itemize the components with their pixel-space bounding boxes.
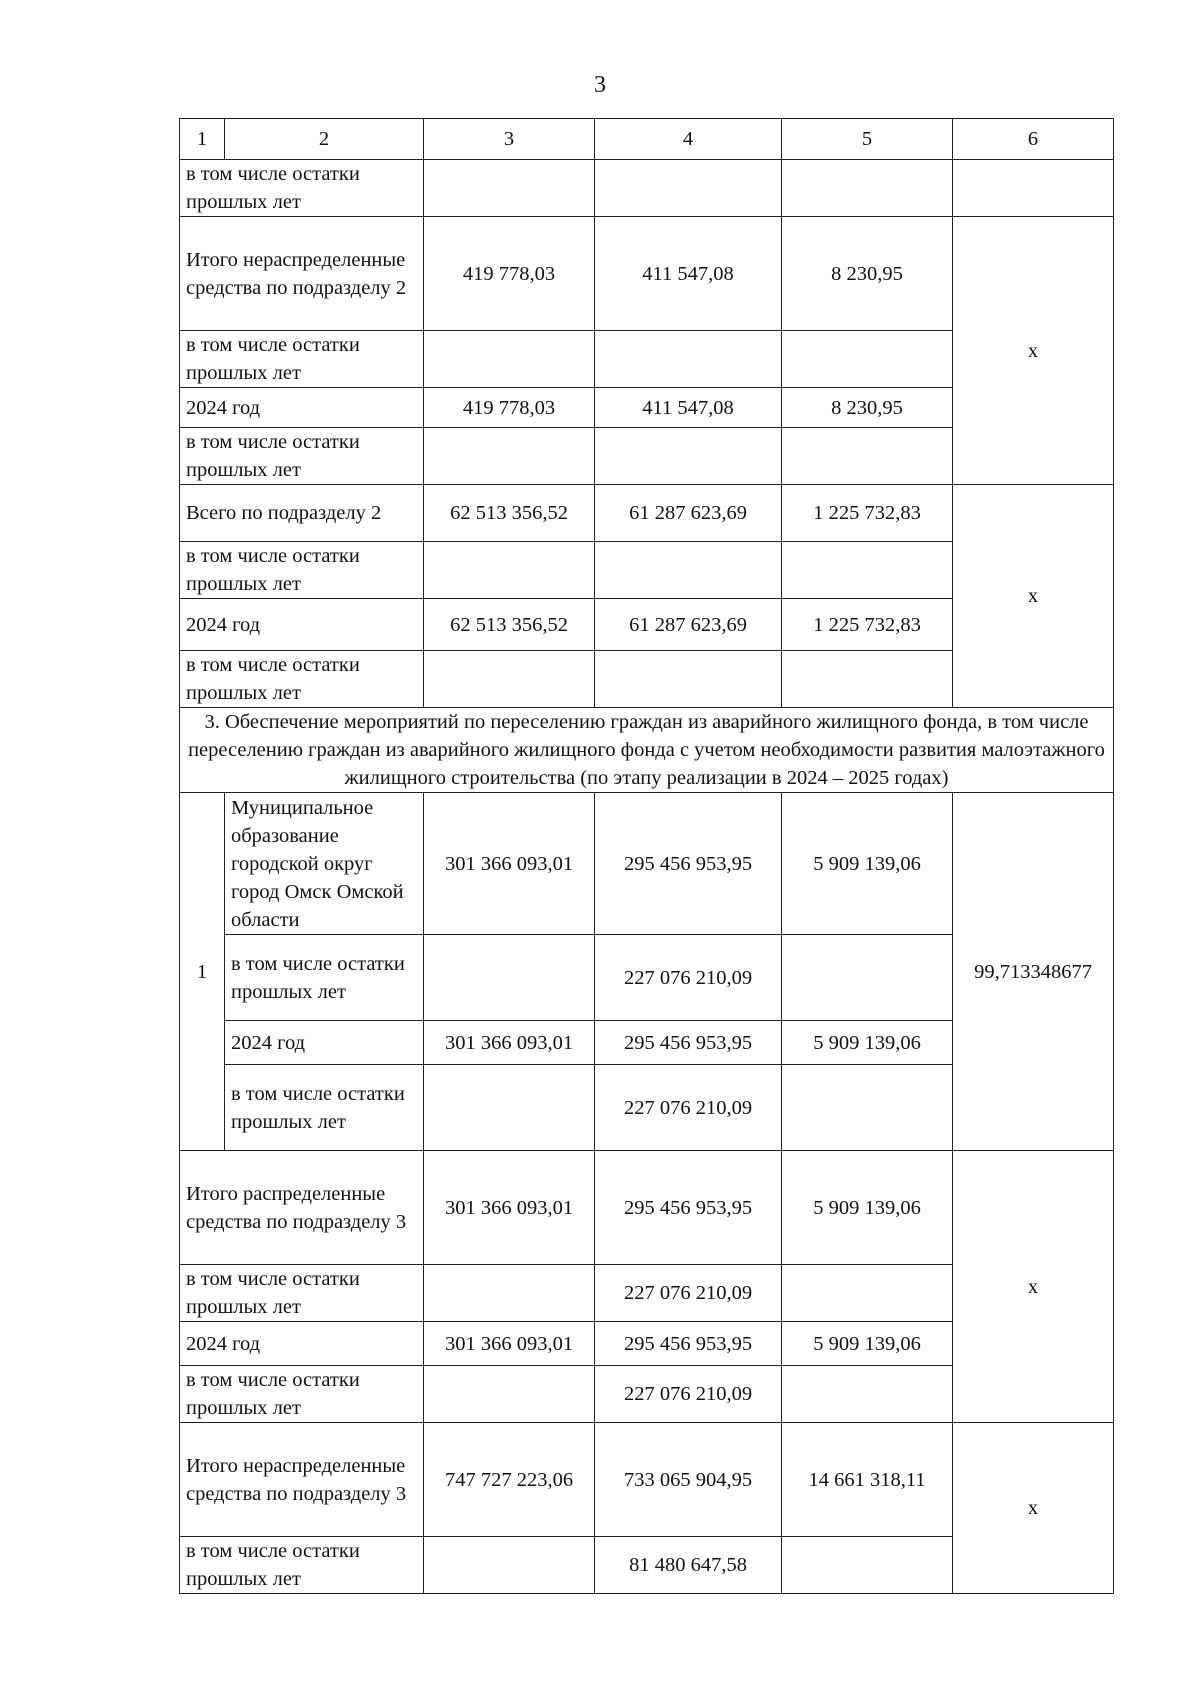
cell-total: [424, 331, 595, 388]
row-label: в том числе остатки прошлых лет: [180, 1537, 424, 1594]
table-row: [180, 217, 1114, 331]
cell-fund: 295 456 953,95: [595, 1151, 782, 1265]
cell-fund: 61 287 623,69: [595, 485, 782, 542]
col-header: 4: [595, 119, 782, 160]
row-label: в том числе остатки прошлых лет: [180, 651, 424, 708]
col-header: 5: [782, 119, 953, 160]
cell-x-mark: x: [953, 1151, 1114, 1423]
cell-fund: 81 480 647,58: [595, 1537, 782, 1594]
cell-total: 301 366 093,01: [424, 1151, 595, 1265]
row-label: Итого распределенные средства по подразделу 3: [180, 1151, 424, 1265]
header-row: [180, 119, 1114, 160]
cell-budget: [782, 542, 953, 599]
cell-total: [424, 935, 595, 1021]
cell-fund: 227 076 210,09: [595, 935, 782, 1021]
cell-budget: 5 909 139,06: [782, 793, 953, 935]
cell-total: [424, 1537, 595, 1594]
row-label: в том числе остатки прошлых лет: [180, 160, 424, 217]
cell-budget: [782, 1265, 953, 1322]
cell-fund: 295 456 953,95: [595, 793, 782, 935]
cell-budget: 8 230,95: [782, 388, 953, 428]
cell-fund: 61 287 623,69: [595, 599, 782, 651]
cell-budget: 5 909 139,06: [782, 1151, 953, 1265]
row-label: 2024 год: [225, 1021, 424, 1065]
cell-pct: 99,713348677: [953, 793, 1114, 1151]
row-label: 2024 год: [180, 599, 424, 651]
cell-x-mark: x: [953, 217, 1114, 485]
table-row: [180, 1423, 1114, 1537]
cell-total: [424, 651, 595, 708]
cell-fund: 295 456 953,95: [595, 1021, 782, 1065]
table-row: [180, 1151, 1114, 1265]
cell-total: 419 778,03: [424, 388, 595, 428]
cell-budget: [782, 1366, 953, 1423]
cell-total: 62 513 356,52: [424, 599, 595, 651]
cell-fund: 411 547,08: [595, 388, 782, 428]
cell-budget: [782, 428, 953, 485]
cell-total: [424, 1366, 595, 1423]
row-label: 2024 год: [180, 1322, 424, 1366]
cell-fund: [595, 651, 782, 708]
cell-total: 419 778,03: [424, 217, 595, 331]
table-row: [180, 793, 1114, 935]
cell-budget: 5 909 139,06: [782, 1021, 953, 1065]
row-label: в том числе остатки прошлых лет: [180, 331, 424, 388]
cell-total: 301 366 093,01: [424, 1021, 595, 1065]
cell-budget: 8 230,95: [782, 217, 953, 331]
cell-budget: 14 661 318,11: [782, 1423, 953, 1537]
cell-total: 747 727 223,06: [424, 1423, 595, 1537]
cell-fund: [595, 428, 782, 485]
cell-total: [424, 542, 595, 599]
row-label: в том числе остатки прошлых лет: [225, 935, 424, 1021]
row-label: Итого нераспределенные средства по подразделу 3: [180, 1423, 424, 1537]
cell-budget: [782, 1537, 953, 1594]
col-header: 1: [180, 119, 225, 160]
table-row: [180, 160, 1114, 217]
cell-fund: 227 076 210,09: [595, 1366, 782, 1423]
cell-budget: [782, 935, 953, 1021]
col-header: 3: [424, 119, 595, 160]
cell-total: [424, 428, 595, 485]
row-label: в том числе остатки прошлых лет: [180, 1366, 424, 1423]
row-label: в том числе остатки прошлых лет: [225, 1065, 424, 1151]
row-label: 2024 год: [180, 388, 424, 428]
cell-budget: 1 225 732,83: [782, 485, 953, 542]
cell-total: [424, 160, 595, 217]
cell-budget: 1 225 732,83: [782, 599, 953, 651]
row-label: в том числе остатки прошлых лет: [180, 1265, 424, 1322]
row-label: Всего по подразделу 2: [180, 485, 424, 542]
cell-budget: [782, 331, 953, 388]
cell-fund: [595, 331, 782, 388]
section-title: 3. Обеспечение мероприятий по переселению граждан из аварийного жилищного фонда, в том числе переселению граждан из аварийного жилищного фонда с учетом необходимости развития малоэтажного жилищного строительства (по этапу реализации в 2024 – 2025 годах): [180, 708, 1114, 793]
cell-x-mark: x: [953, 1423, 1114, 1594]
row-label: Муниципальное образование городской округ город Омск Омской области: [225, 793, 424, 935]
col-header: 2: [225, 119, 424, 160]
cell-total: [424, 1065, 595, 1151]
cell-budget: [782, 651, 953, 708]
cell-fund: 227 076 210,09: [595, 1265, 782, 1322]
cell-fund: 733 065 904,95: [595, 1423, 782, 1537]
table-row: [180, 485, 1114, 542]
funding-table: [179, 118, 1114, 1594]
cell-fund: 227 076 210,09: [595, 1065, 782, 1151]
cell-fund: 411 547,08: [595, 217, 782, 331]
cell-total: 301 366 093,01: [424, 1322, 595, 1366]
cell-x-mark: x: [953, 485, 1114, 708]
section-title-row: [180, 708, 1114, 793]
cell-budget: 5 909 139,06: [782, 1322, 953, 1366]
cell-total: 62 513 356,52: [424, 485, 595, 542]
cell-budget: [782, 1065, 953, 1151]
cell-budget: [782, 160, 953, 217]
row-label: Итого нераспределенные средства по подразделу 2: [180, 217, 424, 331]
cell-total: 301 366 093,01: [424, 793, 595, 935]
row-label: в том числе остатки прошлых лет: [180, 428, 424, 485]
row-label: в том числе остатки прошлых лет: [180, 542, 424, 599]
page-number: 3: [594, 72, 606, 98]
row-number: 1: [180, 793, 225, 1151]
cell-fund: 295 456 953,95: [595, 1322, 782, 1366]
col-header: 6: [953, 119, 1114, 160]
cell-total: [424, 1265, 595, 1322]
cell-fund: [595, 542, 782, 599]
cell-fund: [595, 160, 782, 217]
cell-pct: [953, 160, 1114, 217]
